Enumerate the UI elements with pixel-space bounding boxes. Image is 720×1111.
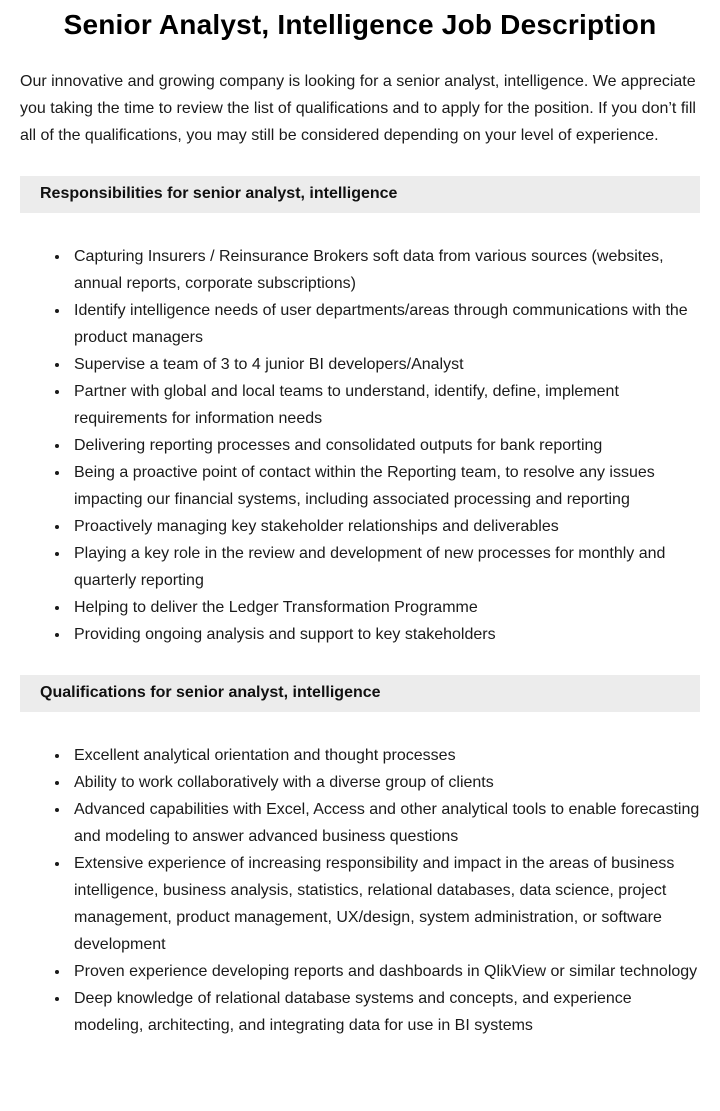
- qualification-list-item: • Deep knowledge of relational database systems and concepts, and experience modeling, architecting, and integrating data for use in BI systems: [70, 985, 700, 1039]
- qualification-list-item: • Proven experience developing reports and dashboards in QlikView or similar technology: [70, 958, 700, 985]
- page-title: Senior Analyst, Intelligence Job Description: [63, 9, 657, 40]
- responsibility-list-item: • Proactively managing key stakeholder relationships and deliverables: [70, 513, 700, 540]
- responsibility-list-item: • Helping to deliver the Ledger Transformation Programme: [70, 594, 700, 621]
- responsibility-list-item: • Partner with global and local teams to understand, identify, define, implement requirements for information needs: [70, 378, 700, 432]
- responsibility-list-item: • Identify intelligence needs of user departments/areas through communications with the product managers: [70, 297, 700, 351]
- responsibilities-heading-label: Responsibilities for senior analyst, intelligence: [40, 185, 398, 202]
- qualification-list-item: • Advanced capabilities with Excel, Access and other analytical tools to enable forecasting and modeling to answer advanced business questions: [70, 796, 700, 850]
- responsibilities-list: [20, 243, 700, 648]
- qualifications-heading-label: Qualifications for senior analyst, intelligence: [40, 684, 381, 701]
- qualifications-list: [20, 742, 700, 1039]
- responsibility-list-item: • Delivering reporting processes and consolidated outputs for bank reporting: [70, 432, 700, 459]
- responsibility-list-item: • Capturing Insurers / Reinsurance Brokers soft data from various sources (websites, annual reports, corporate subscriptions): [70, 243, 700, 297]
- qualification-list-item: • Excellent analytical orientation and thought processes: [70, 742, 700, 769]
- qualifications-section-header: [20, 675, 700, 712]
- responsibility-list-item: • Playing a key role in the review and development of new processes for monthly and quarterly reporting: [70, 540, 700, 594]
- qualification-list-item: • Ability to work collaboratively with a diverse group of clients: [70, 769, 700, 796]
- responsibility-list-item: • Supervise a team of 3 to 4 junior BI developers/Analyst: [70, 351, 700, 378]
- responsibility-list-item: • Providing ongoing analysis and support to key stakeholders: [70, 621, 700, 648]
- qualification-list-item: • Extensive experience of increasing responsibility and impact in the areas of business intelligence, business analysis, statistics, relational databases, data science, project management, product management, UX/design, system administration, or software development: [70, 850, 700, 958]
- intro-paragraph: Our innovative and growing company is looking for a senior analyst, intelligence. We appreciate you taking the time to review the list of qualifications and to apply for the position. If you don’t fill all of the qualifications, you may still be considered depending on your level of experience.: [20, 73, 696, 144]
- responsibilities-section-header: [20, 176, 700, 213]
- responsibility-list-item: • Being a proactive point of contact within the Reporting team, to resolve any issues impacting our financial systems, including associated processing and reporting: [70, 459, 700, 513]
